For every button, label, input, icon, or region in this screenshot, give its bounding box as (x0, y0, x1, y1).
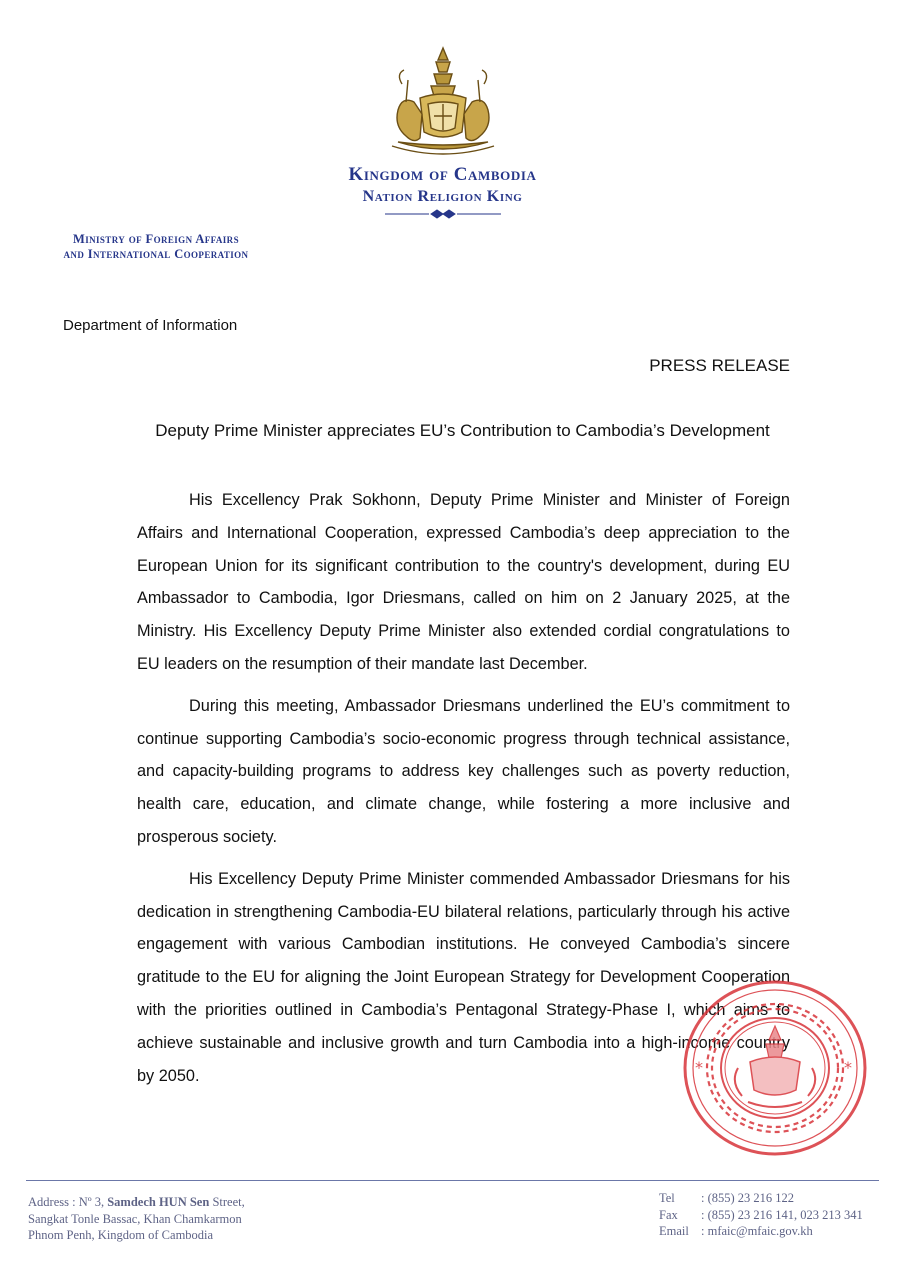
address-line-2: Sangkat Tonle Bassac, Khan Chamkarmon (28, 1211, 242, 1226)
tel-label: Tel (659, 1191, 675, 1205)
footer-contact (659, 1190, 863, 1240)
paragraph: His Excellency Deputy Prime Minister commended Ambassador Driesmans for his dedication in strengthening Cambodia-EU bilateral relations, particularly through his active engagement with various Cambodian institutions. He conveyed Cambodia’s sincere gratitude to the EU for aligning the Joint European Strategy for Development Cooperation with the priorities outlined in Cambodia’s Pentagonal Strategy-Phase I, which aims to achieve sustainable and inclusive growth and turn Cambodia into a high-income country by 2050. (137, 869, 790, 1085)
svg-text:*: * (844, 1058, 852, 1077)
official-seal-icon (680, 978, 870, 1158)
department-label: Department of Information (63, 317, 238, 334)
header-ornament-icon (385, 207, 501, 221)
ministry-name (26, 232, 286, 262)
paragraph: During this meeting, Ambassador Driesmans underlined the EU’s commitment to continue supporting Cambodia’s socio-economic progress through technical assistance, and capacity-building programs to address key challenges such as poverty reduction, health care, education, and climate change, while fostering a more inclusive and prosperous society. (137, 696, 790, 846)
royal-emblem-icon (384, 44, 502, 156)
email-value[interactable]: : mfaic@mfaic.gov.kh (701, 1224, 813, 1238)
tel-value: : (855) 23 216 122 (701, 1191, 795, 1205)
kingdom-title: Kingdom of Cambodia (348, 164, 537, 185)
address-prefix: Address : Nº 3, (28, 1195, 108, 1209)
fax-value: : (855) 23 216 141, 023 213 341 (701, 1207, 863, 1222)
address-line-1 (28, 1194, 245, 1211)
address-suffix: Street, (209, 1195, 245, 1209)
fax-row (659, 1207, 863, 1224)
fax-label: Fax (659, 1207, 678, 1222)
paragraph: His Excellency Prak Sokhonn, Deputy Prime Minister and Minister of Foreign Affairs and International Cooperation, expressed Cambodia’s deep appreciation to the European Union for its significant contribution to the country's development, during EU Ambassador to Cambodia, Igor Driesmans, called on him on 2 January 2025, at the Ministry. His Excellency Deputy Prime Minister also extended cordial congratulations to EU leaders on the resumption of their mandate last December. (137, 491, 790, 673)
address-street: Samdech HUN Sen (107, 1195, 210, 1209)
headline: Deputy Prime Minister appreciates EU’s Contribution to Cambodia’s Development (155, 421, 770, 440)
ministry-line-2: and International Cooperation (63, 247, 249, 261)
svg-text:*: * (695, 1058, 703, 1077)
email-label: Email (659, 1224, 689, 1238)
email-row (659, 1223, 863, 1240)
footer-divider (26, 1180, 879, 1181)
ministry-line-1: Ministry of Foreign Affairs (73, 232, 239, 246)
tel-row (659, 1190, 863, 1207)
kingdom-motto: Nation Religion King (362, 188, 523, 205)
address-line-3: Phnom Penh, Kingdom of Cambodia (28, 1228, 214, 1242)
press-release-label: PRESS RELEASE (649, 356, 790, 375)
footer-address (28, 1194, 245, 1244)
